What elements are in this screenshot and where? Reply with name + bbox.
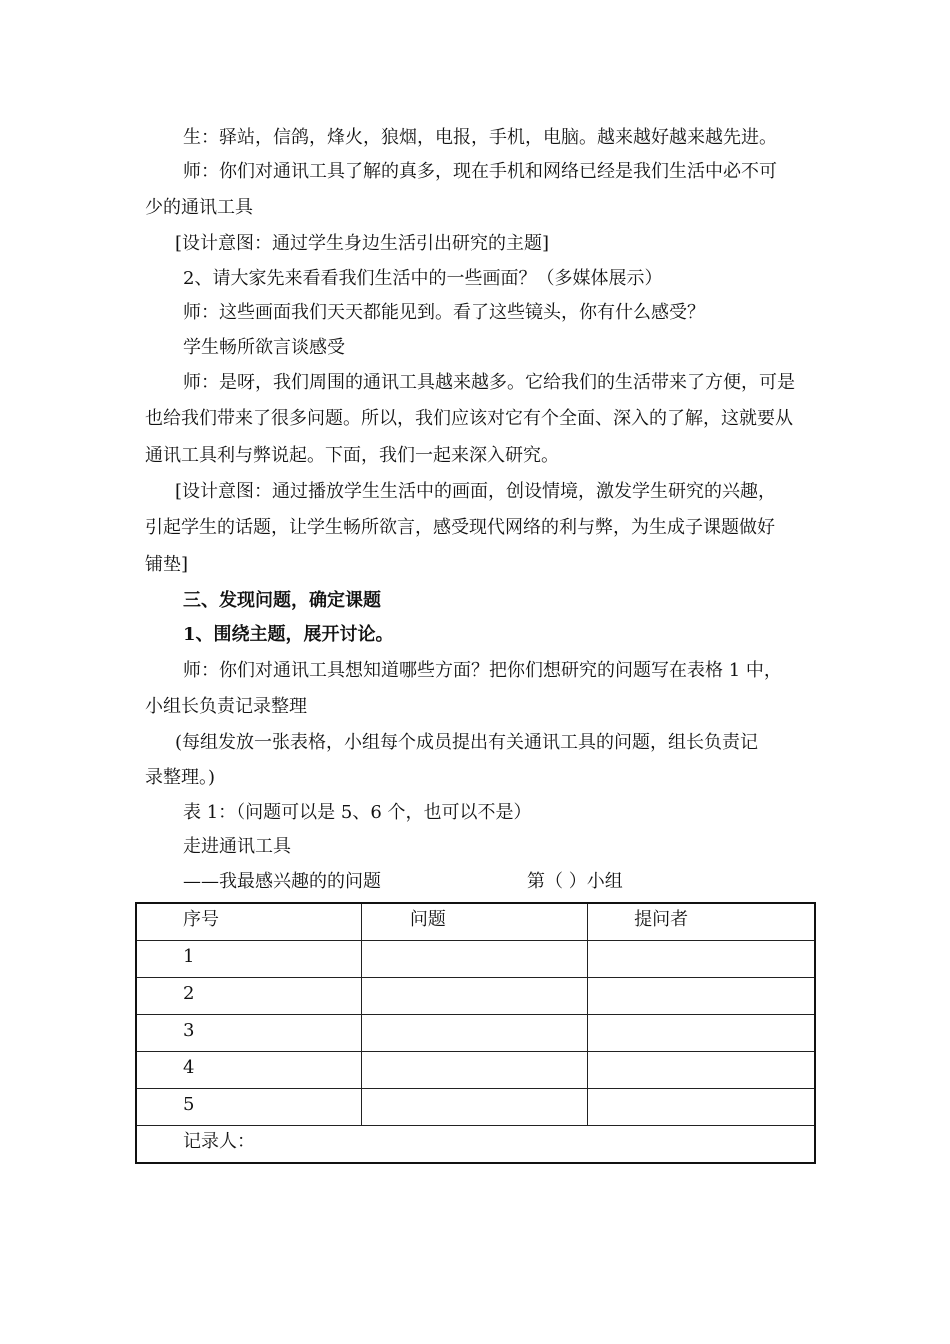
asker-cell[interactable] (588, 978, 815, 1015)
row-number-cell: 2 (136, 978, 361, 1015)
paragraph-teacher-4: 师：你们对通讯工具想知道哪些方面？把你们想研究的问题写在表格 1 中， (183, 660, 782, 681)
paragraph-step-2: 2、请大家先来看看我们生活中的一些画面？（多媒体展示） (183, 268, 663, 289)
paragraph-teacher-4-cont: 小组长负责记录整理 (145, 696, 307, 717)
paragraph-teacher-1: 师：你们对通讯工具了解的真多，现在手机和网络已经是我们生活中必不可 (183, 161, 777, 182)
paragraph-teacher-2: 师：这些画面我们天天都能见到。看了这些镜头，你有什么感受？ (183, 302, 705, 323)
subsection-heading: 1、围绕主题，展开讨论。 (183, 624, 394, 645)
table-row (136, 941, 815, 978)
table-header-row (136, 903, 815, 941)
question-cell[interactable] (361, 1052, 587, 1089)
design-intent-1: [设计意图：通过学生身边生活引出研究的主题] (175, 233, 550, 254)
row-number-cell: 3 (136, 1015, 361, 1052)
question-cell[interactable] (361, 978, 587, 1015)
table-title: 走进通讯工具 (183, 836, 291, 857)
question-cell[interactable] (361, 941, 587, 978)
question-table (135, 902, 816, 1164)
asker-cell[interactable] (588, 1052, 815, 1089)
header-cell-question: 问题 (361, 903, 587, 941)
paragraph-note-cont: 录整理。) (145, 767, 216, 788)
question-cell[interactable] (361, 1015, 587, 1052)
recorder-cell[interactable]: 记录人： (136, 1126, 815, 1164)
table-row (136, 1015, 815, 1052)
section-heading: 三、发现问题，确定课题 (183, 590, 381, 611)
asker-cell[interactable] (588, 1089, 815, 1126)
asker-cell[interactable] (588, 941, 815, 978)
table-row (136, 1089, 815, 1126)
table-row (136, 978, 815, 1015)
design-intent-2: [设计意图：通过播放学生生活中的画面，创设情境，激发学生研究的兴趣， (175, 481, 777, 502)
group-number-label: 第（ ）小组 (527, 871, 623, 892)
header-cell-asker: 提问者 (588, 903, 815, 941)
paragraph-note: (每组发放一张表格，小组每个成员提出有关通讯工具的问题，组长负责记 (175, 732, 759, 753)
design-intent-2-cont-1: 引起学生的话题，让学生畅所欲言，感受现代网络的利与弊，为生成子课题做好 (145, 517, 775, 538)
row-number-cell: 5 (136, 1089, 361, 1126)
row-number-cell: 4 (136, 1052, 361, 1089)
paragraph-student-answer: 生：驿站，信鸽，烽火，狼烟，电报，手机，电脑。越来越好越来越先进。 (183, 127, 777, 148)
question-cell[interactable] (361, 1089, 587, 1126)
design-intent-2-cont-2: 铺垫] (145, 554, 189, 575)
paragraph-teacher-3: 师：是呀，我们周围的通讯工具越来越多。它给我们的生活带来了方便，可是 (183, 372, 795, 393)
asker-cell[interactable] (588, 1015, 815, 1052)
paragraph-teacher-1-cont: 少的通讯工具 (145, 197, 253, 218)
paragraph-teacher-3-cont-1: 也给我们带来了很多问题。所以，我们应该对它有个全面、深入的了解，这就要从 (145, 408, 793, 429)
header-cell-number: 序号 (136, 903, 361, 941)
row-number-cell: 1 (136, 941, 361, 978)
paragraph-student-feel: 学生畅所欲言谈感受 (183, 337, 345, 358)
table-footer-row (136, 1126, 815, 1164)
paragraph-teacher-3-cont-2: 通讯工具利与弊说起。下面，我们一起来深入研究。 (145, 445, 559, 466)
table-row (136, 1052, 815, 1089)
table-subtitle: ——我最感兴趣的的问题 (183, 871, 381, 892)
table-caption: 表 1：（问题可以是 5、6 个，也可以不是） (183, 802, 532, 823)
